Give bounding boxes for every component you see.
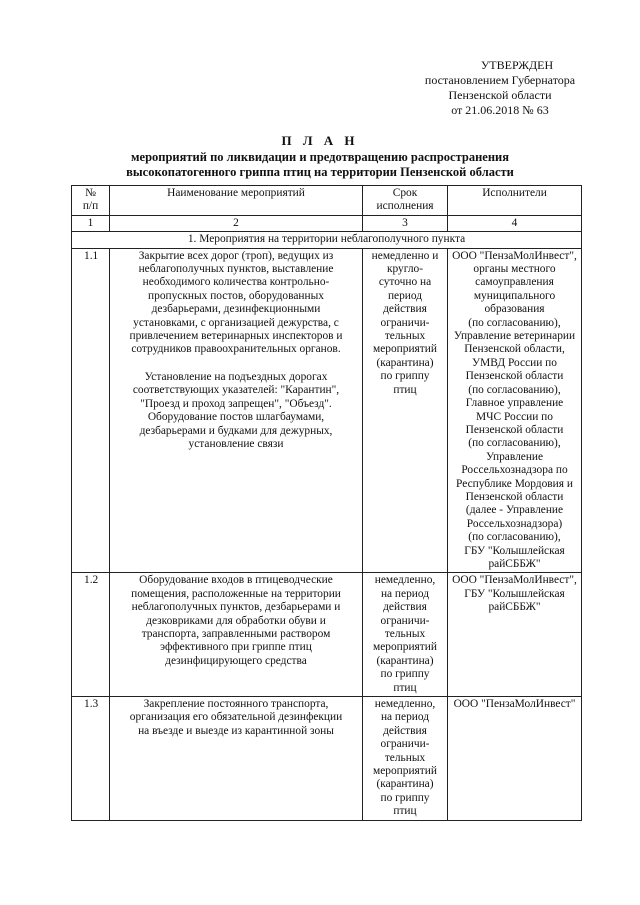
text-line: Россельхознадзора по	[461, 464, 568, 477]
text-line: птиц	[393, 805, 417, 818]
text-line: тельных	[384, 330, 426, 343]
text-line: птиц	[393, 383, 417, 396]
approval-title: УТВЕРЖДЕН	[480, 58, 554, 72]
text-line: мероприятий	[373, 343, 437, 356]
text-line: ГБУ "Колышлейская	[464, 544, 565, 557]
title-line-2: высокопатогенного гриппа птиц на территории Пензенской области	[126, 165, 514, 179]
text-line: по гриппу	[380, 370, 430, 383]
section-title: 1. Мероприятия на территории неблагополучного пункта	[72, 232, 582, 248]
text-line: (по согласованию),	[468, 316, 561, 329]
row-executors	[448, 248, 582, 573]
row-name-paragraph	[113, 371, 359, 451]
text-line: ограничи-	[380, 738, 430, 751]
text-line: сотрудников правоохранительных органов.	[131, 343, 341, 356]
text-line: действия	[383, 601, 427, 614]
text-line: транспорта, заправленными раствором	[141, 628, 331, 640]
text-line: Пензенской области	[465, 490, 564, 503]
text-line: (карантина)	[376, 778, 434, 791]
row-number: 1.2	[72, 573, 110, 697]
text-line: тельных	[384, 751, 426, 764]
col-number-3: 3	[363, 215, 448, 231]
header-term: Срок исполнения	[363, 186, 448, 216]
text-line: установками, с организацией дежурства, с	[133, 316, 339, 329]
text-line: органы местного	[473, 263, 556, 276]
table-header-row	[72, 186, 582, 216]
text-line: немедленно,	[374, 574, 436, 587]
text-line: ООО "ПензаМолИнвест",	[452, 574, 577, 587]
text-line: ООО "ПензаМолИнвест",	[452, 249, 577, 262]
approval-issuer: постановлением Губернатора	[424, 73, 576, 87]
col-number-1: 1	[72, 215, 110, 231]
row-executors	[448, 697, 582, 821]
text-line: немедленно,	[374, 698, 436, 711]
text-line: дезковриками для обработки обуви и	[146, 614, 326, 627]
row-name-paragraph	[113, 574, 359, 668]
text-line: птиц	[393, 681, 417, 694]
text-line: соответствующих указателей: "Карантин",	[132, 384, 340, 397]
text-line: Оборудование постов шлагбаумами,	[147, 411, 325, 424]
text-line: пропускных постов, оборудованных	[148, 289, 324, 302]
row-name	[110, 248, 363, 573]
row-name	[110, 573, 363, 697]
row-name	[110, 697, 363, 821]
row-term	[363, 248, 448, 573]
plan-heading: П Л А Н	[281, 133, 359, 148]
text-line: мероприятий	[373, 641, 437, 654]
text-line: Управление	[485, 450, 544, 463]
col-number-4: 4	[448, 215, 582, 231]
text-line: райСББЖ"	[488, 557, 541, 570]
text-line: неблагополучных пунктов, дезбарьерами и	[131, 601, 341, 614]
text-line: Закрепление постоянного транспорта,	[143, 698, 329, 711]
column-number-row	[72, 215, 582, 231]
text-line: Республике Мордовия и	[456, 477, 573, 490]
text-line: Главное управление	[465, 397, 564, 410]
row-number: 1.3	[72, 697, 110, 821]
text-line: "Проезд и проход запрещен", "Объезд".	[140, 397, 332, 410]
table-row	[72, 248, 582, 573]
text-line: дезбарьерами, дезинфекционными	[151, 303, 321, 316]
text-line: образования	[484, 303, 545, 316]
text-line: немедленно и	[371, 249, 439, 262]
text-line: неблагополучных пунктов, выставление	[138, 263, 334, 276]
text-line: (по согласованию),	[468, 437, 561, 450]
plan-table	[71, 185, 582, 821]
text-line: ГБУ "Колышлейская	[464, 587, 565, 600]
text-line: дезинфицирующего средства	[165, 654, 307, 667]
approval-region: Пензенской области	[448, 88, 552, 102]
text-line: тельных	[384, 628, 426, 640]
text-line: необходимого количества контрольно-	[142, 276, 330, 289]
text-line: райСББЖ"	[488, 601, 541, 614]
text-line: по гриппу	[380, 668, 430, 681]
row-term	[363, 573, 448, 697]
approval-stamp	[400, 58, 600, 118]
text-line: Установление на подъездных дорогах	[144, 370, 328, 383]
text-line: ООО "ПензаМолИнвест"	[453, 698, 576, 711]
text-line: помещения, расположенные на территории	[131, 587, 341, 600]
text-line: ограничи-	[380, 614, 430, 627]
table-row	[72, 697, 582, 821]
row-term	[363, 697, 448, 821]
text-line: Управление ветеринарии	[453, 330, 576, 343]
text-line: эффективного при гриппе птиц	[160, 641, 312, 654]
text-line: Оборудование входов в птицеводческие	[139, 574, 333, 587]
text-line: на период	[380, 587, 430, 600]
text-line: на период	[380, 711, 430, 724]
text-line: (карантина)	[376, 356, 434, 369]
header-executors: Исполнители	[448, 186, 582, 216]
text-line: действия	[383, 303, 427, 316]
text-line: кругло-	[386, 263, 424, 276]
row-number: 1.1	[72, 248, 110, 573]
text-line: Пензенской области	[465, 370, 564, 383]
text-line: мероприятий	[373, 765, 437, 778]
text-line: период	[387, 289, 423, 302]
row-name-paragraph	[113, 698, 359, 738]
text-line: установление связи	[188, 437, 284, 450]
text-line: Пензенской области	[465, 423, 564, 436]
section-row	[72, 232, 582, 248]
text-line: привлечением ветеринарных инспекторов и	[129, 330, 343, 343]
text-line: (по согласованию),	[468, 383, 561, 396]
text-line: организация его обязательной дезинфекции	[129, 711, 343, 724]
text-line: ограничи-	[380, 316, 430, 329]
text-line: суточно на	[378, 276, 432, 289]
text-line: (по согласованию),	[468, 531, 561, 544]
row-executors	[448, 573, 582, 697]
col-number-2: 2	[110, 215, 363, 231]
text-line: (карантина)	[376, 654, 434, 667]
text-line: действия	[383, 724, 427, 737]
text-line: (далее - Управление	[465, 504, 564, 517]
text-line: Закрытие всех дорог (троп), ведущих из	[138, 249, 334, 262]
title-line-1: мероприятий по ликвидации и предотвращению распространения	[131, 150, 509, 164]
text-line: МЧС России по	[476, 410, 553, 423]
row-name-paragraph	[113, 250, 359, 357]
text-line: дезбарьерами и будками для дежурных,	[139, 424, 333, 437]
header-num: № п/п	[72, 186, 110, 216]
text-line: по гриппу	[380, 791, 430, 804]
document-title	[80, 133, 560, 180]
text-line: Россельхознадзора)	[466, 517, 563, 530]
text-line: самоуправления	[475, 276, 554, 289]
text-line: на въезде и выезде из карантинной зоны	[138, 724, 334, 737]
header-name: Наименование мероприятий	[110, 186, 363, 216]
text-line: муниципального	[473, 289, 556, 302]
table-row	[72, 573, 582, 697]
text-line: Пензенской области,	[464, 343, 565, 356]
approval-date: от 21.06.2018 № 63	[451, 103, 549, 117]
text-line: УМВД России по	[472, 356, 557, 369]
